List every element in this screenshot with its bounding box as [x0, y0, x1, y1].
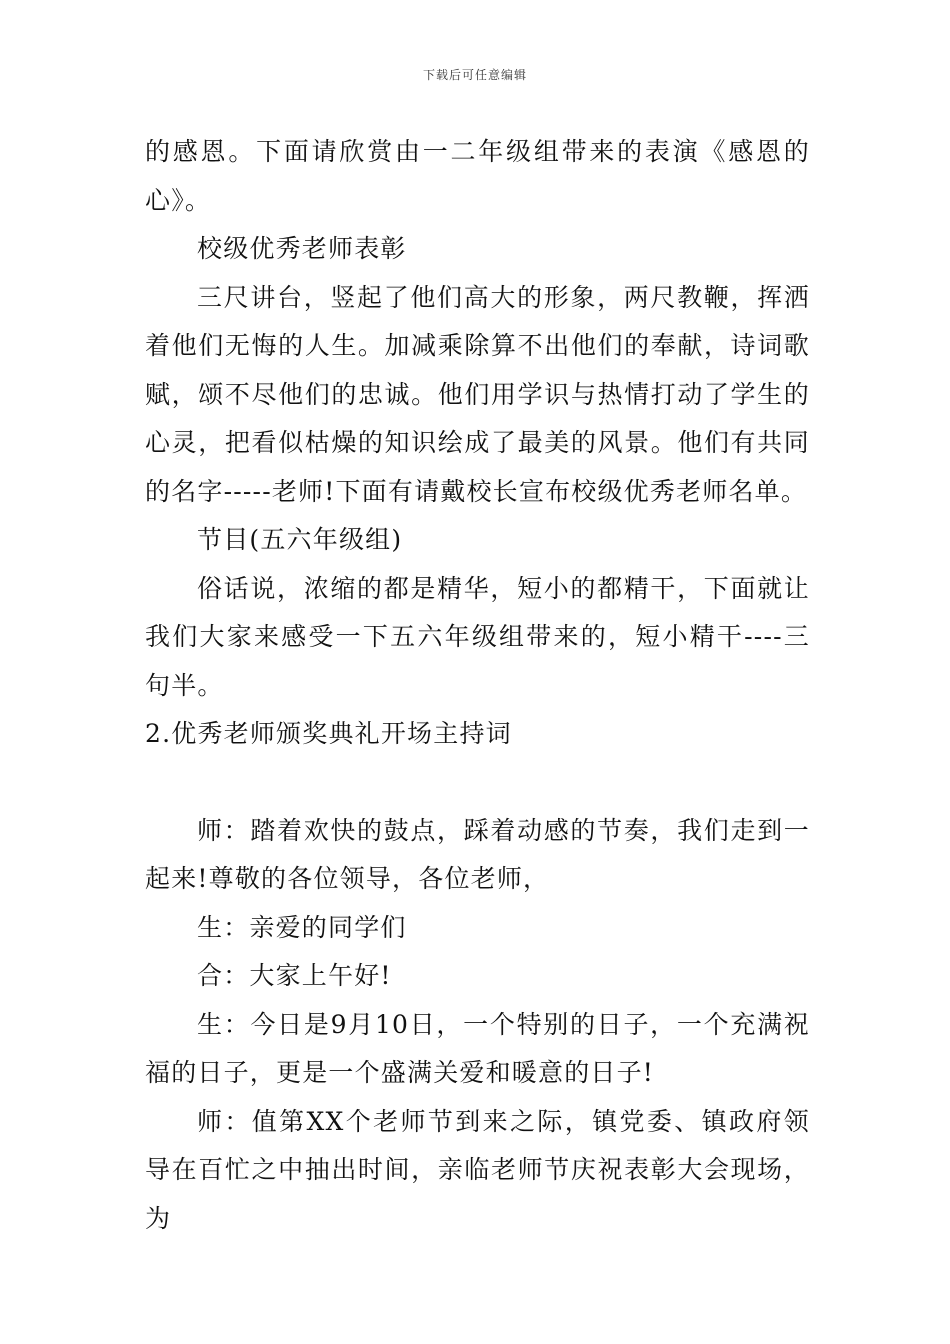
section-heading-program: 节目(五六年级组)	[197, 525, 403, 554]
paragraph-date-announcement: 生：今日是9月10日，一个特别的日子，一个充满祝福的日子，更是一个盛满关爱和暖意的日子!	[145, 1009, 810, 1087]
paragraph-student-greeting: 生：亲爱的同学们	[197, 912, 407, 942]
page-header-note: 下载后可任意编辑	[422, 68, 527, 82]
document-body	[145, 128, 810, 1243]
paragraph-intro-continuation: 的感恩。下面请欣赏由一二年级组带来的表演《感恩的心》。	[145, 137, 810, 215]
document-section-title: 2.优秀老师颁奖典礼开场主持词	[145, 719, 512, 748]
paragraph-joint-greeting: 合：大家上午好!	[197, 961, 392, 990]
paragraph-teacher-tribute: 三尺讲台，竖起了他们高大的形象，两尺教鞭，挥洒着他们无悔的人生。加减乘除算不出他们的奉献，诗词歌赋，颂不尽他们的忠诚。他们用学识与热情打动了学生的心灵，把看似枯燥的知识绘成了最美的风景。他们有共同的名字-----老师!下面有请戴校长宣布校级优秀老师名单。	[145, 282, 810, 506]
paragraph-program-intro: 俗话说，浓缩的都是精华，短小的都精干，下面就让我们大家来感受一下五六年级组带来的，短小精干----三句半。	[145, 573, 810, 700]
paragraph-host-opening: 师：踏着欢快的鼓点，踩着动感的节奏，我们走到一起来!尊敬的各位领导，各位老师，	[145, 815, 810, 893]
section-heading-award: 校级优秀老师表彰	[197, 234, 407, 263]
paragraph-leaders-thanks: 师：值第XX个老师节到来之际，镇党委、镇政府领导在百忙之中抽出时间，亲临老师节庆祝表彰大会现场，为	[145, 1106, 810, 1233]
